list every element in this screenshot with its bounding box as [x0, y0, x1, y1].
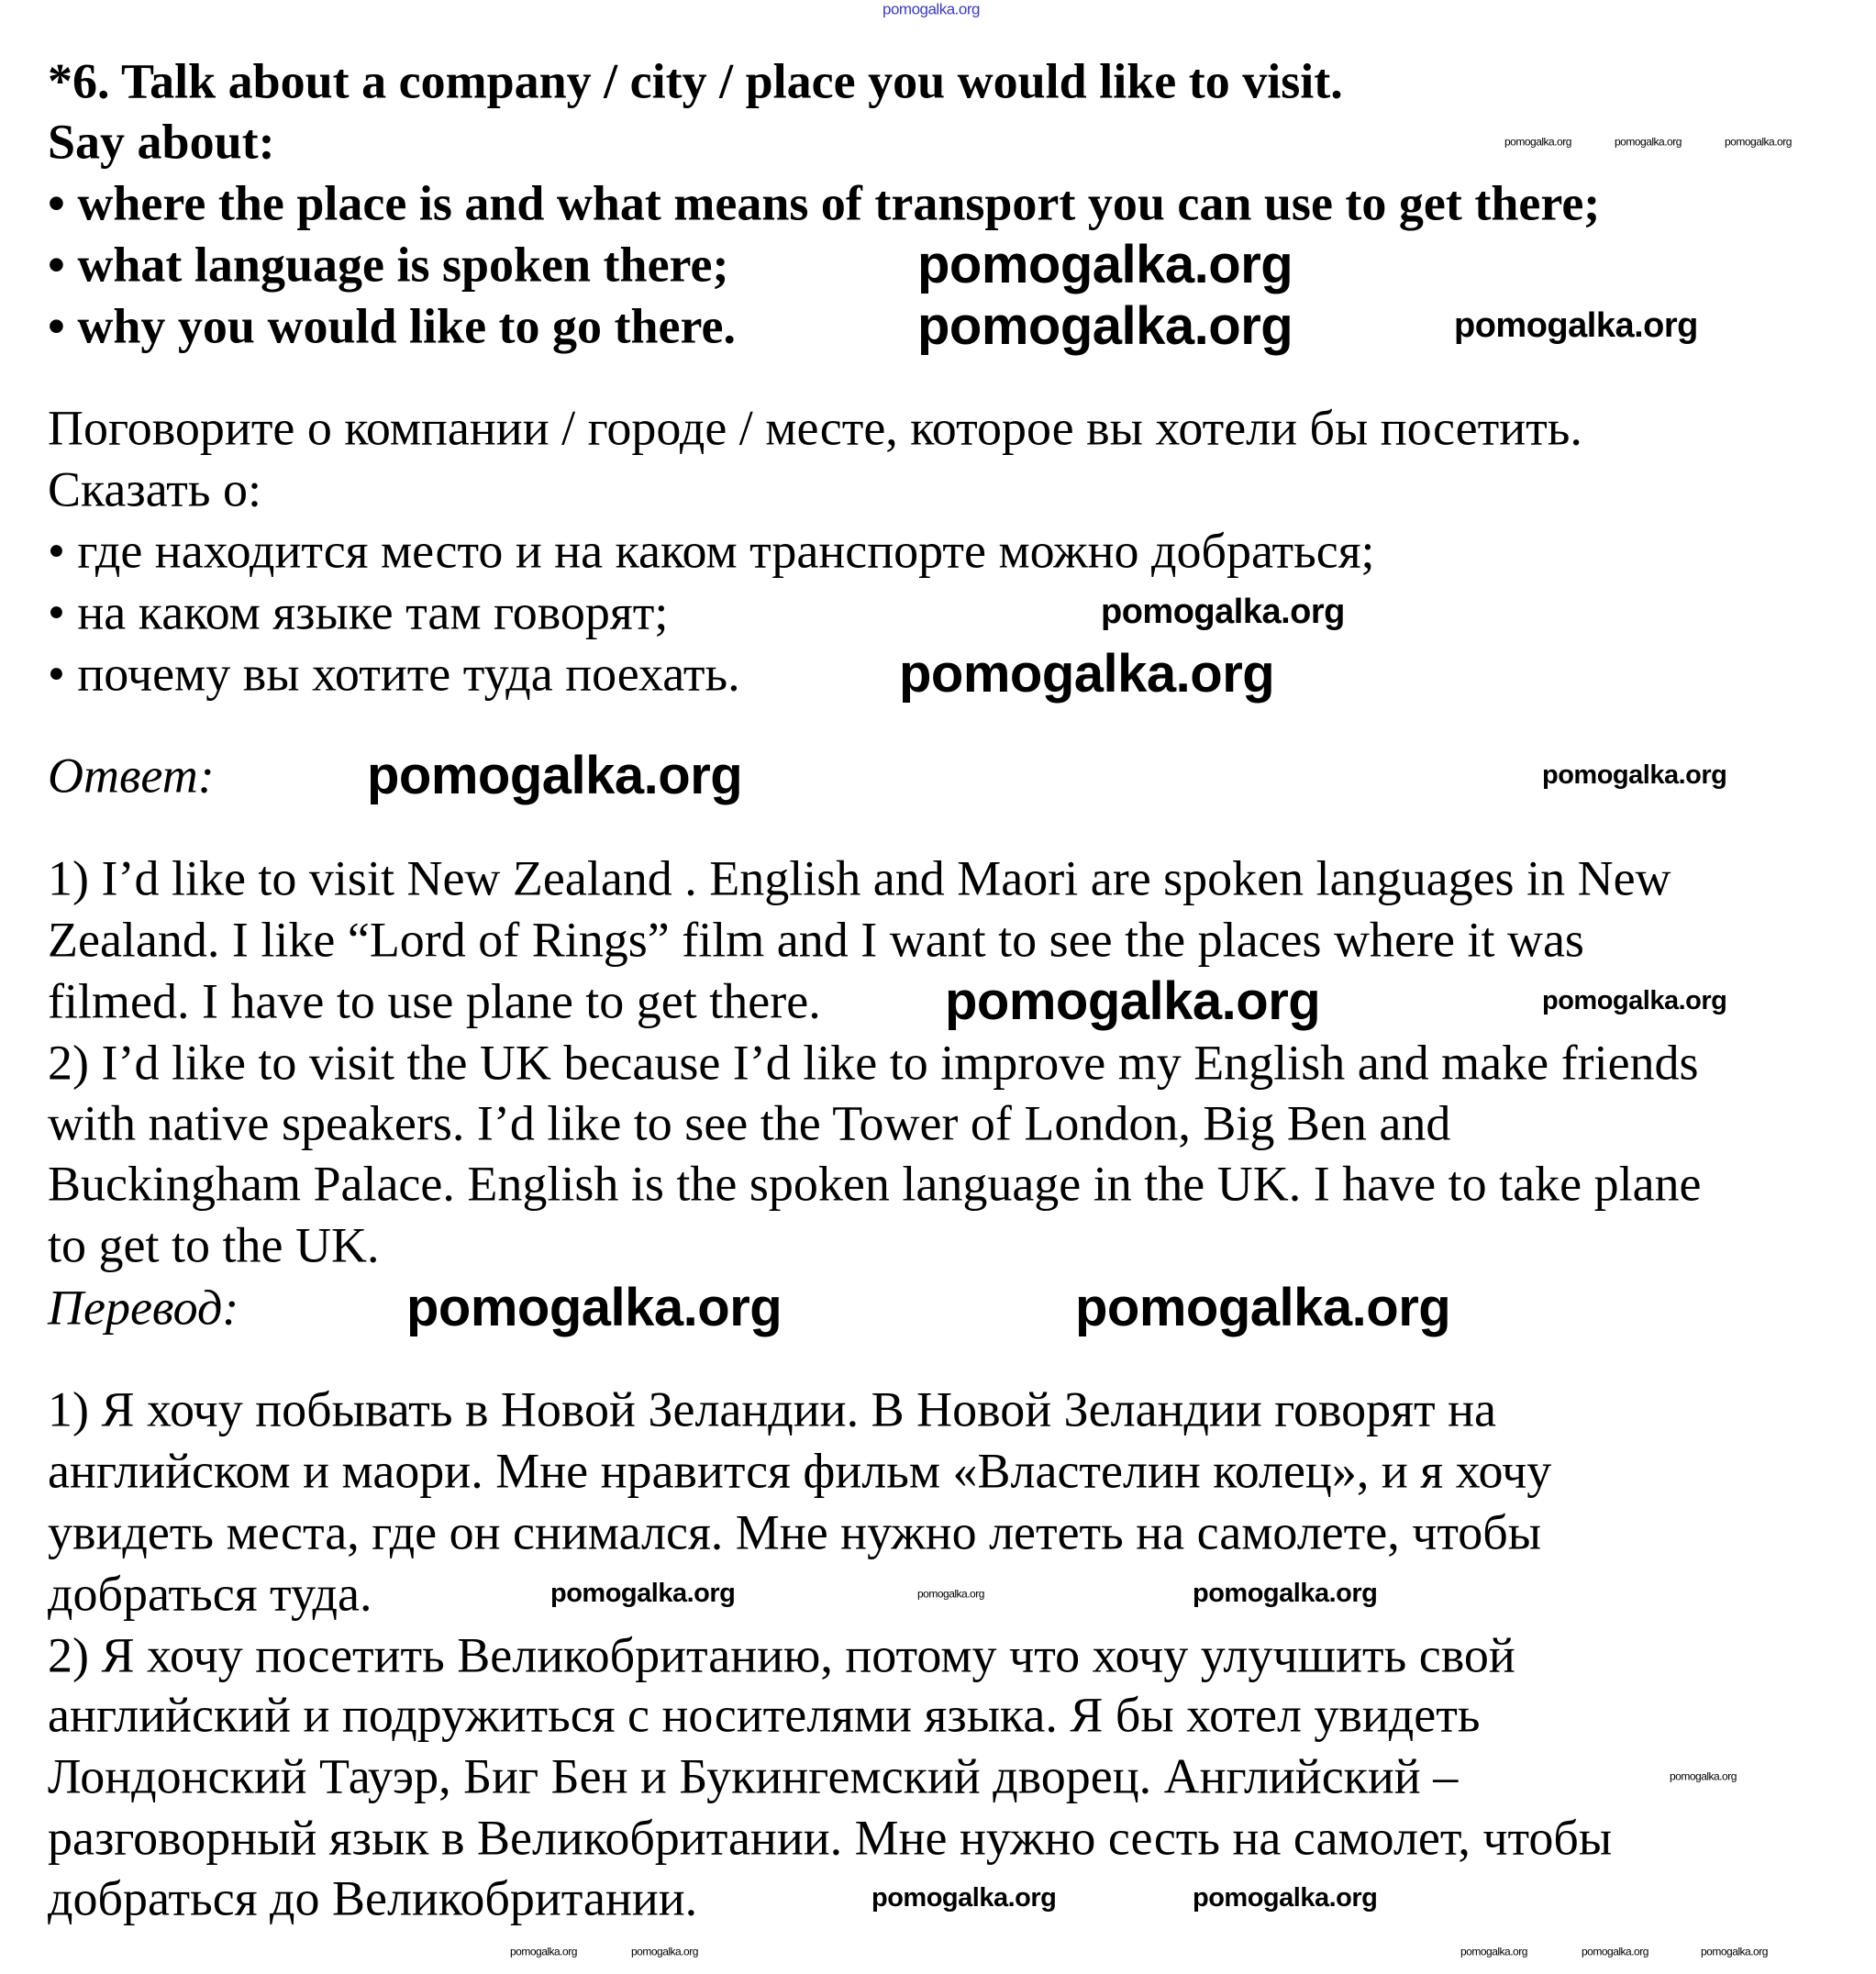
translation-line: 2) Я хочу посетить Великобританию, потому что хочу улучшить свой: [48, 1627, 1515, 1683]
watermark: pomogalka.org: [917, 296, 1293, 357]
watermark: pomogalka.org: [1542, 986, 1727, 1016]
watermark: pomogalka.org: [1101, 593, 1345, 632]
translation-line: английский и подружиться с носителями языка. Я бы хотел увидеть: [48, 1687, 1481, 1743]
translation-line: 1) Я хочу побывать в Новой Зеландии. В Новой Зеландии говорят на: [48, 1381, 1496, 1437]
watermark: pomogalka.org: [631, 1945, 698, 1958]
watermark: pomogalka.org: [917, 235, 1293, 295]
task-say-about: Say about:: [48, 114, 275, 170]
watermark: pomogalka.org: [1542, 760, 1727, 791]
watermark: pomogalka.org: [871, 1883, 1057, 1913]
watermark: pomogalka.org: [367, 746, 743, 806]
task-title: *6. Talk about a company / city / place you would like to visit.: [48, 53, 1343, 109]
task-ru-bullet: • почему вы хотите туда поехать.: [48, 646, 740, 702]
task-bullet: • what language is spoken there;: [48, 237, 729, 293]
watermark: pomogalka.org: [1193, 1579, 1378, 1609]
watermark: pomogalka.org: [945, 971, 1321, 1032]
task-ru-say-about: Сказать о:: [48, 461, 262, 517]
answer-line: to get to the UK.: [48, 1217, 380, 1273]
watermark: pomogalka.org: [917, 1587, 984, 1601]
answer-line: with native speakers. I’d like to see the Tower of London, Big Ben and: [48, 1095, 1451, 1151]
watermark: pomogalka.org: [510, 1945, 577, 1958]
watermark: pomogalka.org: [406, 1278, 783, 1338]
translation-line: Лондонский Тауэр, Биг Бен и Букингемский дворец. Английский –: [48, 1748, 1459, 1804]
task-bullet: • where the place is and what means of transport you can use to get there;: [48, 175, 1601, 231]
watermark: pomogalka.org: [1504, 135, 1571, 149]
answer-line: Buckingham Palace. English is the spoken language in the UK. I have to take plane: [48, 1156, 1702, 1212]
translation-line: добраться до Великобритании.: [48, 1870, 698, 1926]
watermark: pomogalka.org: [899, 644, 1275, 704]
watermark: pomogalka.org: [1454, 306, 1698, 346]
translation-label: Перевод:: [48, 1280, 239, 1336]
answer-line: 2) I’d like to visit the UK because I’d like to improve my English and make friends: [48, 1035, 1699, 1091]
task-bullet: • why you would like to go there.: [48, 298, 736, 354]
watermark: pomogalka.org: [1670, 1769, 1737, 1783]
answer-line: 1) I’d like to visit New Zealand . English and Maori are spoken languages in New: [48, 850, 1671, 906]
translation-line: добраться туда.: [48, 1566, 372, 1622]
task-ru-bullet: • где находится место и на каком транспорте можно добраться;: [48, 523, 1375, 579]
translation-line: разговорный язык в Великобритании. Мне нужно сесть на самолет, чтобы: [48, 1810, 1613, 1866]
watermark: pomogalka.org: [1075, 1278, 1451, 1338]
watermark: pomogalka.org: [550, 1579, 736, 1609]
answer-line: Zealand. I like “Lord of Rings” film and I want to see the places where it was: [48, 912, 1584, 968]
watermark: pomogalka.org: [1460, 1945, 1527, 1958]
watermark: pomogalka.org: [1582, 1945, 1648, 1958]
watermark: pomogalka.org: [1701, 1945, 1768, 1958]
translation-line: увидеть места, где он снимался. Мне нужно лететь на самолете, чтобы: [48, 1504, 1541, 1560]
answer-line: filmed. I have to use plane to get there.: [48, 973, 821, 1029]
translation-line: английском и маори. Мне нравится фильм «Властелин колец», и я хочу: [48, 1443, 1552, 1499]
task-ru-title: Поговорите о компании / городе / месте, которое вы хотели бы посетить.: [48, 400, 1582, 456]
task-ru-bullet: • на каком языке там говорят;: [48, 584, 669, 640]
watermark: pomogalka.org: [1193, 1883, 1378, 1913]
watermark: pomogalka.org: [1615, 135, 1682, 149]
answer-label: Ответ:: [48, 748, 215, 804]
watermark: pomogalka.org: [1725, 135, 1792, 149]
header-watermark-link[interactable]: pomogalka.org: [882, 0, 980, 18]
